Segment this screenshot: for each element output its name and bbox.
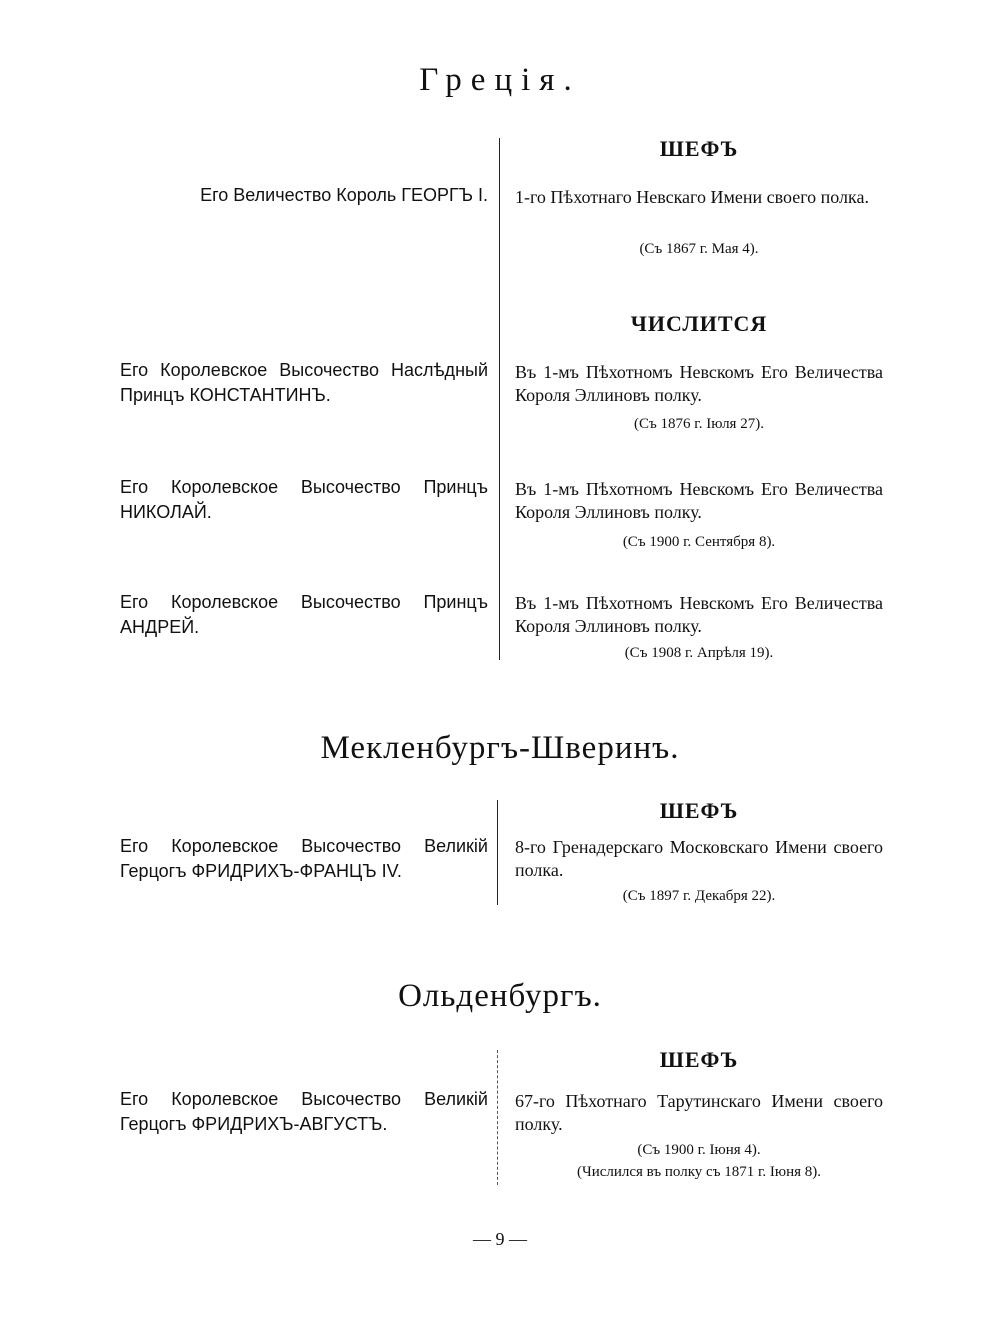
date-nikolai: (Съ 1900 г. Сентября 8). (622, 534, 776, 550)
date-georg: (Съ 1867 г. Мая 4). (639, 241, 759, 257)
heading-listed-greece: ЧИСЛИТСЯ (630, 311, 768, 336)
country-title-mecklenburg: Мекленбургъ-Шверинъ. (320, 730, 680, 766)
person-konstantin: Его Королевское Высочество Наслѣдный Принцъ КОНСТАНТИНЪ. (120, 360, 488, 405)
person-andrei: Его Королевское Высочество Принцъ АНДРЕЙ. (120, 592, 488, 637)
person-friedrich-august: Его Королевское Высочество Великій Герцогъ ФРИДРИХЪ-АВГУСТЪ. (120, 1089, 488, 1134)
note-friedrich-august: (Числился въ полку съ 1871 г. Іюня 8). (576, 1164, 822, 1180)
person-friedrich-franz: Его Королевское Высочество Великій Герцогъ ФРИДРИХЪ-ФРАНЦЪ IV. (120, 836, 488, 881)
column-divider-mecklenburg (497, 800, 498, 905)
unit-georg: 1-го Пѣхотнаго Невскаго Имени своего полка. (515, 187, 869, 207)
heading-chef-greece: ШЕФЪ (659, 136, 739, 161)
unit-tarutino: 67-го Пѣхотнаго Тарутинскаго Имени своего полку. (515, 1091, 883, 1134)
country-title-oldenburg: Ольденбургъ. (398, 978, 602, 1014)
heading-chef-oldenburg: ШЕФЪ (659, 1047, 739, 1072)
unit-konstantin: Въ 1-мъ Пѣхотномъ Невскомъ Его Величества Короля Эллиновъ полку. (515, 362, 883, 405)
column-divider-greece (499, 138, 500, 660)
unit-andrei: Въ 1-мъ Пѣхотномъ Невскомъ Его Величества Короля Эллиновъ полку. (515, 593, 883, 636)
person-nikolai: Его Королевское Высочество Принцъ НИКОЛАЙ. (120, 477, 488, 522)
date-friedrich-franz: (Съ 1897 г. Декабря 22). (622, 888, 776, 904)
person-georg: Его Величество Король ГЕОРГЪ I. (200, 185, 488, 205)
date-andrei: (Съ 1908 г. Апрѣля 19). (624, 645, 774, 661)
column-divider-oldenburg (497, 1050, 498, 1185)
country-title-greece: Греція. (419, 62, 581, 98)
unit-nikolai: Въ 1-мъ Пѣхотномъ Невскомъ Его Величества Короля Эллиновъ полку. (515, 479, 883, 522)
date-konstantin: (Съ 1876 г. Іюля 27). (634, 416, 764, 432)
page-number: — 9 — (473, 1229, 527, 1249)
date-friedrich-august: (Съ 1900 г. Іюня 4). (637, 1142, 761, 1158)
unit-moscow-grenadier: 8-го Гренадерскаго Московскаго Имени своего полка. (515, 837, 883, 880)
heading-chef-mecklenburg: ШЕФЪ (659, 798, 739, 823)
